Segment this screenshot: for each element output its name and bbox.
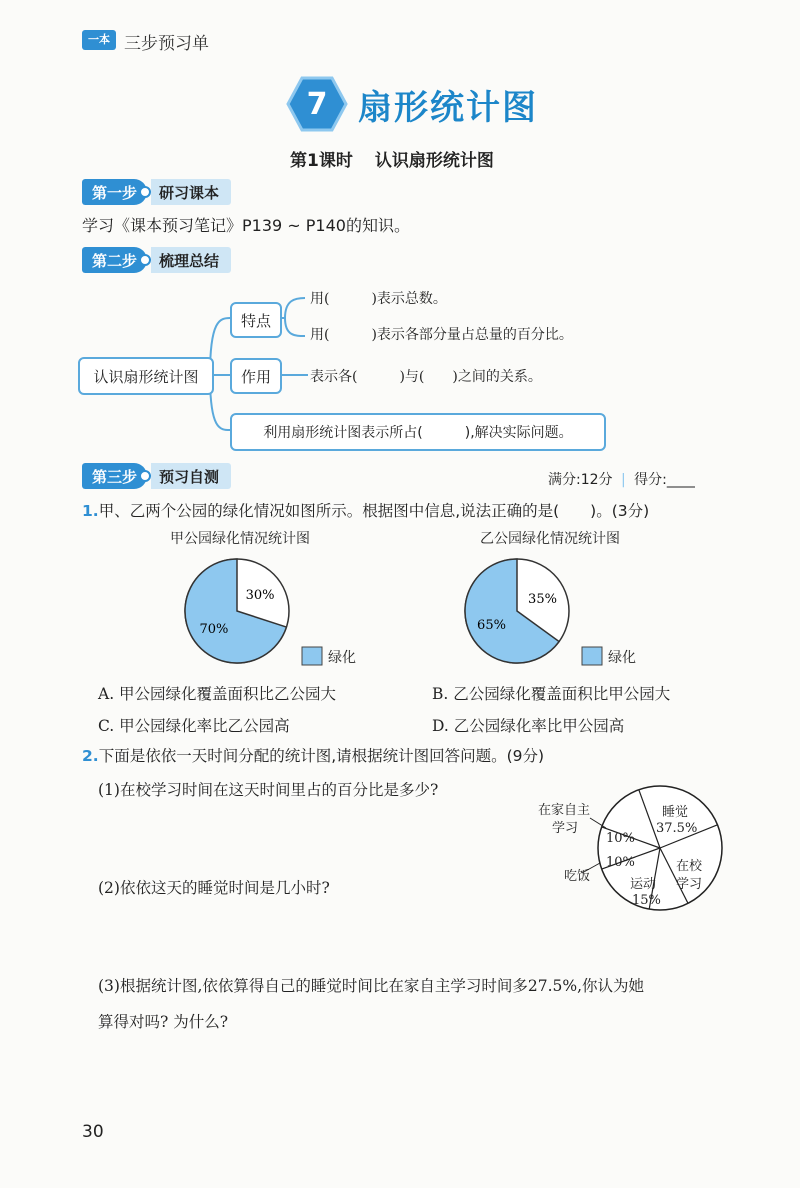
step1-content: 学习《课本预习笔记》P139 ~ P140的知识。 (82, 216, 410, 235)
label-home-study-1: 在家自主 (538, 803, 591, 818)
use-line: 表示各( )与( )之间的关系。 (310, 369, 542, 385)
step-dot-icon (139, 470, 151, 482)
score-info: 满分:12分 | 得分:____ (548, 472, 695, 488)
mindmap-node-use: 作用 (230, 358, 282, 394)
pie-label-green: 65% (477, 618, 506, 633)
label-school-1: 在校 (676, 859, 703, 874)
step-dot-icon (139, 186, 151, 198)
q1-option-a: A. 甲公园绿化覆盖面积比乙公园大 (98, 685, 337, 703)
label-school-2: 学习 (676, 877, 703, 892)
q1-number: 1. (82, 502, 99, 520)
step1-header (82, 179, 231, 205)
chart2-legend-swatch (582, 647, 602, 665)
q1-charts (170, 525, 690, 675)
page-number: 30 (82, 1122, 104, 1142)
pie-label-green: 70% (199, 621, 229, 637)
q2-text (82, 744, 544, 766)
chart1-pie (185, 559, 289, 663)
pie-label-other: 30% (245, 588, 275, 604)
chapter-title: 扇形统计图 (358, 88, 538, 128)
step2-header (82, 247, 231, 273)
label-eat: 吃饭 (564, 869, 591, 884)
step1-label: 第一步 (82, 179, 147, 205)
lesson-heading (290, 146, 516, 171)
chapter-number-badge (286, 76, 348, 132)
step2-name: 梳理总结 (151, 247, 231, 273)
feature-line2: 用( )表示各部分量占总量的百分比。 (310, 327, 573, 343)
series-title: 三步预习单 (124, 34, 209, 54)
mindmap-node-feature: 特点 (230, 302, 282, 338)
label-sport: 运动 (630, 877, 657, 892)
chart2-legend-label: 绿化 (608, 650, 636, 666)
step1-name: 研习课本 (151, 179, 231, 205)
step3-name: 预习自测 (151, 463, 231, 489)
series-logo: 一本 (82, 30, 116, 50)
q2-pie-chart (530, 780, 730, 915)
label-home-study-2: 学习 (552, 821, 579, 836)
step3-label: 第三步 (82, 463, 147, 489)
q1-body: 甲、乙两个公园的绿化情况如图所示。根据图中信息,说法正确的是( )。(3分) (98, 502, 650, 520)
q1-option-d: D. 乙公园绿化率比甲公园高 (432, 717, 625, 735)
step3-header (82, 463, 231, 489)
q2-sub3-line2: 算得对吗? 为什么? (98, 1013, 229, 1031)
q2-sub3-line1: (3)根据统计图,依依算得自己的睡觉时间比在家自主学习时间多27.5%,你认为她 (98, 977, 645, 995)
feature-line1: 用( )表示总数。 (310, 291, 447, 307)
label-sleep: 睡觉 (662, 805, 689, 820)
label-home-pct: 10% (606, 831, 635, 846)
full-score: 满分:12分 (548, 472, 613, 488)
label-eat-pct: 10% (606, 855, 635, 870)
chart1-title: 甲公园绿化情况统计图 (170, 531, 310, 547)
q2-sub2: (2)依依这天的睡觉时间是几小时? (98, 879, 330, 897)
lesson-number: 第1课时 (290, 151, 353, 171)
chart1-legend-label: 绿化 (328, 650, 356, 666)
chart2-pie (465, 559, 569, 663)
q2-sub1: (1)在校学习时间在这天时间里占的百分比是多少? (98, 781, 439, 799)
label-sleep-pct: 37.5% (656, 821, 698, 836)
lesson-title: 认识扇形统计图 (374, 151, 494, 171)
step2-label: 第二步 (82, 247, 147, 273)
step-dot-icon (139, 254, 151, 266)
q1-option-b: B. 乙公园绿化覆盖面积比甲公园大 (432, 685, 671, 703)
label-sport-pct: 15% (632, 893, 661, 908)
pie-label-other: 35% (528, 592, 557, 607)
chapter-number: 7 (306, 87, 328, 122)
q2-number: 2. (82, 747, 99, 765)
q1-option-c: C. 甲公园绿化率比乙公园高 (98, 717, 290, 735)
q2-body: 下面是依依一天时间分配的统计图,请根据统计图回答问题。(9分) (98, 747, 545, 765)
chart2-title: 乙公园绿化情况统计图 (480, 531, 620, 547)
chart1-legend-swatch (302, 647, 322, 665)
mindmap-application: 利用扇形统计图表示所占( ),解决实际问题。 (230, 413, 606, 451)
score-got: 得分:____ (634, 472, 695, 488)
q1-text (82, 499, 649, 521)
mindmap-root: 认识扇形统计图 (78, 357, 214, 395)
